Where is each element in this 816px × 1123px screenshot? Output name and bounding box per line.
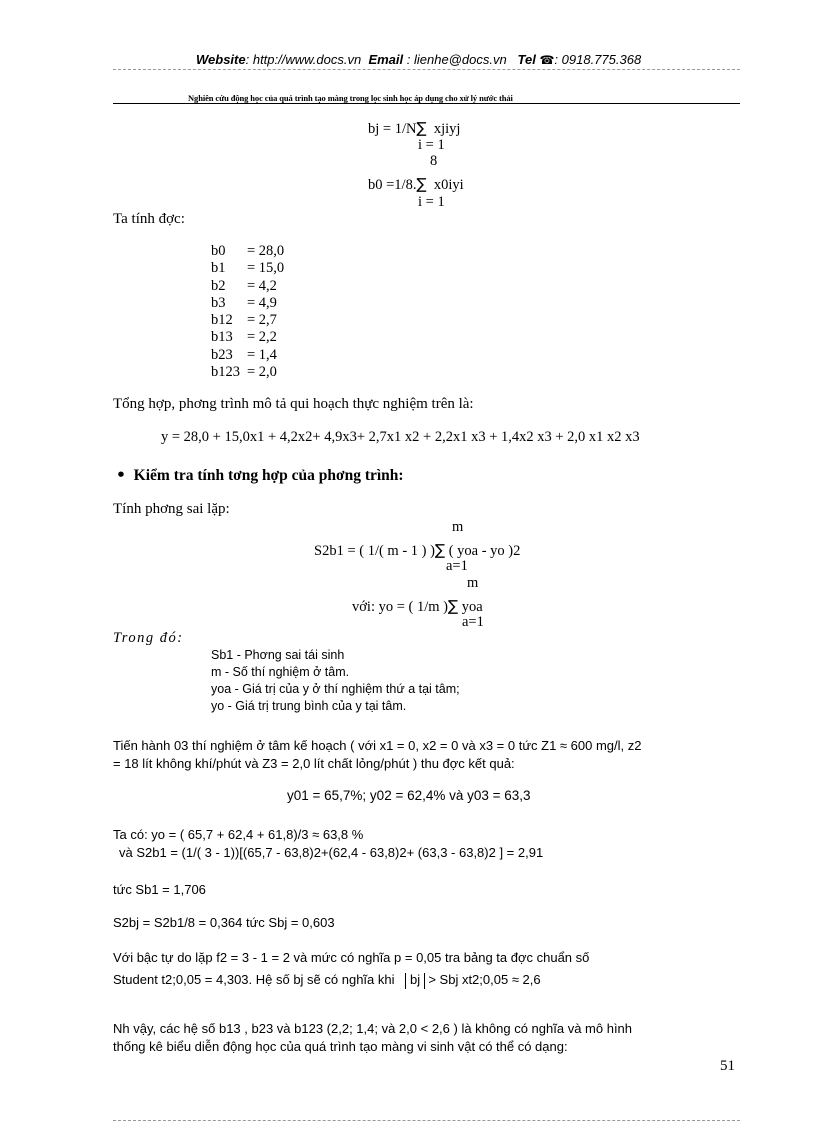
coefficient-row: b3 = 4,9	[211, 294, 277, 311]
coefficient-row: b0 = 28,0	[211, 243, 285, 259]
calc-va-s: và S2b1 = (1/( 3 - 1))[(65,7 - 63,8)2+(62,4 - 63,8)2+ (63,3 - 63,8)2 ] = 2,91	[119, 845, 544, 860]
student-line-1: Với bậc tự do lặp f2 = 3 - 1 = 2 và mức có nghĩa p = 0,05 tra bảng ta đợc chuẩn số	[113, 950, 590, 965]
tel-label: Tel	[517, 52, 536, 67]
email-address[interactable]: : lienhe@docs.vn	[406, 52, 507, 67]
sum-symbol-icon: ∑	[448, 597, 459, 615]
running-title-rule	[113, 103, 740, 104]
conclusion-line: thống kê biểu diễn động học của quá trình tạo màng vi sinh vật có thể có dạng:	[113, 1039, 568, 1054]
student-line-2: Student t2;0,05 = 4,303. Hệ số bj sẽ có nghĩa khi bj > Sbj xt2;0,05 ≈ 2,6	[113, 972, 541, 987]
experiment-paragraph	[113, 737, 641, 773]
experiment-line: = 18 lít không khí/phút và Z3 = 2,0 lít chất lỏng/phút ) thu đợc kết quả:	[113, 756, 515, 771]
variance-upper-index: m	[452, 519, 464, 535]
definition-item: yo - Giá trị trung bình của y tại tâm.	[211, 699, 407, 713]
ta-tinh-text: Ta tính đợc:	[113, 211, 185, 227]
b0-upper-index: 8	[430, 153, 438, 169]
definition-item: m - Số thí nghiệm ở tâm.	[211, 665, 350, 679]
footer-dashed-rule	[113, 1120, 740, 1121]
b0-formula: b0 =1/8.∑ x0iyi	[368, 175, 464, 193]
site-header	[196, 52, 641, 67]
mean-formula: với: yo = ( 1/m )∑ yoa	[352, 597, 483, 615]
b0-lower-index: i = 1	[418, 194, 445, 210]
calc-tuc: tức Sb1 = 1,706	[113, 882, 206, 897]
calc-s2bj: S2bj = S2b1/8 = 0,364 tức Sbj = 0,603	[113, 915, 335, 930]
bj-formula: bj = 1/N∑ xjiyj	[368, 119, 461, 137]
coefficient-row: b1 = 15,0	[211, 260, 285, 277]
tong-hop-text: Tổng hợp, phơng trình mô tả qui hoạch thực nghiệm trên là:	[113, 396, 474, 412]
bj-lower-index: i = 1	[418, 137, 445, 153]
email-label: Email	[368, 52, 404, 67]
coefficient-row: b123 = 2,0	[211, 364, 277, 381]
sum-symbol-icon: ∑	[416, 119, 427, 137]
trong-do-label: Trong đó:	[113, 630, 184, 646]
section-title: • Kiểm tra tính tơng hợp của phơng trình:	[116, 466, 404, 484]
mean-upper-index: m	[467, 575, 479, 591]
coefficient-row: b23 = 1,4	[211, 346, 277, 363]
sum-symbol-icon: ∑	[434, 541, 446, 559]
sum-symbol-icon: ∑	[416, 175, 427, 193]
variance-formula: S2b1 = ( 1/( m - 1 ) )∑ ( yoa - yo )2	[314, 541, 521, 559]
conclusion-paragraph	[113, 1020, 632, 1056]
page-number: 51	[720, 1058, 735, 1074]
calc-block	[113, 826, 543, 862]
coefficient-row: b12 = 2,7	[211, 312, 277, 329]
definition-item: Sb1 - Phơng sai tái sinh	[211, 648, 345, 662]
experiment-line: Tiến hành 03 thí nghiệm ở tâm kế hoạch ( với x1 = 0, x2 = 0 và x3 = 0 tức Z1 ≈ 600 mg/l, z2	[113, 738, 642, 753]
abs-bar-right	[424, 973, 425, 989]
regression-equation: y = 28,0 + 15,0x1 + 4,2x2+ 4,9x3+ 2,7x1 x2 + 2,2x1 x3 + 1,4x2 x3 + 2,0 x1 x2 x3	[161, 429, 640, 445]
coefficient-row: b13 = 2,2	[211, 329, 277, 346]
bullet-icon: •	[116, 466, 126, 484]
variance-lower-index: a=1	[446, 558, 468, 574]
mean-lower-index: a=1	[462, 614, 484, 630]
definition-item: yoa - Giá trị của y ở thí nghiệm thứ a tại tâm;	[211, 682, 460, 696]
tinh-phuong-sai-text: Tính phơng sai lặp:	[113, 501, 230, 517]
tel-number: : 0918.775.368	[554, 52, 642, 67]
coefficient-row: b2 = 4,2	[211, 277, 277, 294]
running-title: Nghiên cứu động học của quá trình tạo màng trong lọc sinh học áp dụng cho xử lý nước thải	[188, 93, 513, 103]
coefficient-list	[211, 243, 284, 381]
definition-list	[211, 647, 460, 715]
abs-bar-left	[405, 973, 406, 989]
website-label: Website	[196, 52, 246, 67]
website-url[interactable]: : http://www.docs.vn	[245, 52, 362, 67]
conclusion-line: Nh vậy, các hệ số b13 , b23 và b123 (2,2; 1,4; và 2,0 < 2,6 ) là không có nghĩa và mô hình	[113, 1021, 633, 1036]
header-dashed-rule	[113, 69, 740, 70]
experiment-result: y01 = 65,7%; y02 = 62,4% và y03 = 63,3	[287, 788, 531, 803]
calc-ta-co: Ta có: yo = ( 65,7 + 62,4 + 61,8)/3 ≈ 63,8 %	[113, 827, 364, 842]
phone-icon: ☎	[539, 53, 555, 67]
